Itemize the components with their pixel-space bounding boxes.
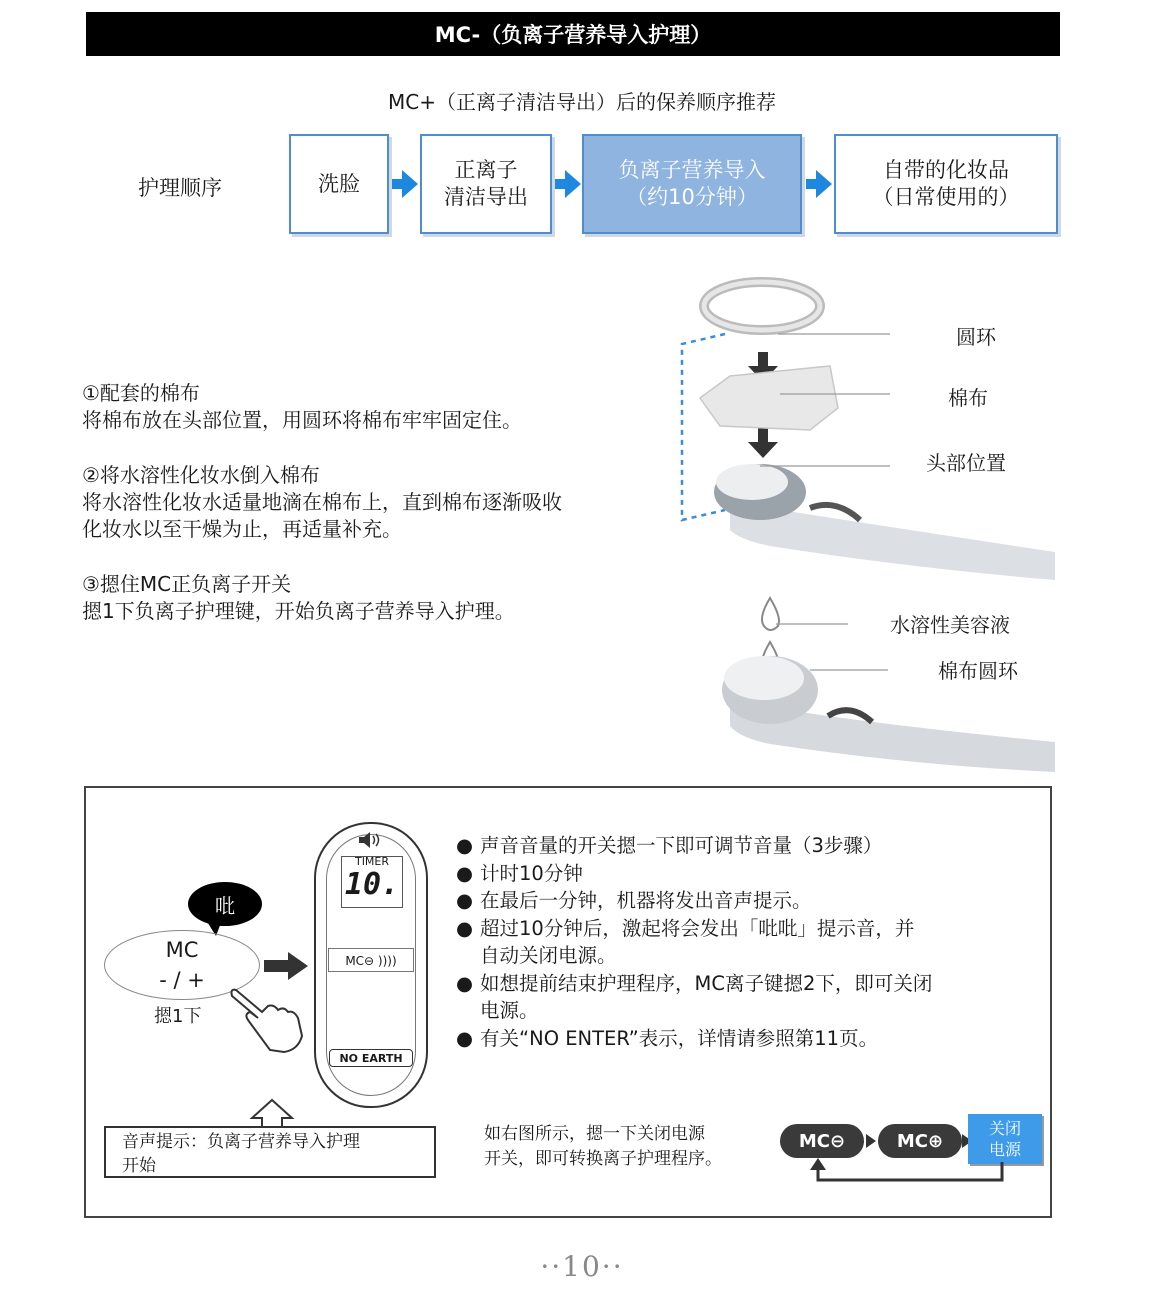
instruction-3 — [82, 571, 642, 625]
press-once-label: 摁1下 — [154, 1006, 202, 1027]
power-off-line2: 电源 — [988, 1140, 1021, 1159]
instructions — [82, 380, 642, 653]
timer-value: 10. — [344, 867, 400, 902]
flow-step-line2: （日常使用的） — [872, 185, 1020, 209]
flow-step-wash — [289, 134, 389, 234]
label-cloth: 棉布 — [948, 386, 988, 410]
flow-step-cleanse — [420, 134, 552, 234]
note-line: 开始 — [122, 1156, 156, 1176]
cloth-icon — [700, 366, 838, 430]
cycle-arrow-icon — [866, 1134, 876, 1148]
no-earth-indicator: NO EARTH — [329, 1049, 413, 1067]
mc-minus-button[interactable]: MC⊖ — [780, 1124, 864, 1158]
hand-pointer-icon — [228, 976, 308, 1056]
bullet-item: ● 超过10分钟后，激起将会发出「吡吡」提示音，并 自动关闭电源。 — [456, 915, 1046, 970]
instruction-body: 将水溶性化妆水适量地滴在棉布上，直到棉布逐渐吸收 — [82, 490, 562, 514]
beep-bubble — [188, 882, 262, 926]
instruction-body: 摁1下负离子护理键，开始负离子营养导入护理。 — [82, 599, 515, 623]
note-line: 如右图所示，摁一下关闭电源 — [484, 1124, 705, 1144]
speaker-icon[interactable] — [356, 830, 386, 850]
label-liquid: 水溶性美容液 — [890, 613, 1010, 637]
assembly-diagram — [660, 270, 1060, 780]
device-head-icon — [714, 464, 1055, 580]
flow-step-line1: 正离子 — [454, 158, 518, 182]
page-title: MC-（负离子营养导入护理） — [86, 12, 1060, 56]
flow-arrow-icon — [555, 170, 581, 198]
flow-step-line1: 洗脸 — [318, 171, 360, 196]
mode-indicator: MC⊖ )))) — [328, 948, 414, 972]
bullet-item: ● 声音音量的开关摁一下即可调节音量（3步骤） — [456, 832, 1046, 860]
beep-text: 吡 — [215, 893, 235, 918]
timer-label: TIMER — [354, 855, 390, 868]
flow-step-cosmetics — [834, 134, 1058, 234]
instruction-1 — [82, 380, 642, 434]
flow-step-line2: （约10分钟） — [626, 185, 758, 209]
flow-label: 护理顺序 — [138, 176, 222, 200]
instruction-title: ③摁住MC正负离子开关 — [82, 572, 292, 596]
instruction-body: 化妆水以至干燥为止，再适量补充。 — [82, 517, 402, 541]
label-ring: 圆环 — [956, 325, 996, 349]
flow-step-nourish — [582, 134, 802, 234]
label-cloth-ring: 棉布圆环 — [938, 659, 1018, 683]
page-number: ··10·· — [540, 1250, 624, 1283]
mc-button-sign: - / + — [159, 968, 205, 992]
instruction-title: ②将水溶性化妆水倒入棉布 — [82, 463, 320, 487]
mc-plus-button[interactable]: MC⊕ — [878, 1124, 962, 1158]
switch-note — [484, 1122, 784, 1172]
instruction-body: 将棉布放在头部位置，用圆环将棉布牢牢固定住。 — [82, 408, 522, 432]
instruction-2 — [82, 462, 642, 543]
note-line: 音声提示：负离子营养导入护理 — [122, 1132, 360, 1152]
bullet-item: ● 如想提前结束护理程序，MC离子键摁2下，即可关闭 电源。 — [456, 970, 1046, 1025]
instruction-title: ①配套的棉布 — [82, 381, 200, 405]
flow-arrow-icon — [806, 170, 832, 198]
cycle-return-arrow-icon — [804, 1156, 1008, 1186]
feature-bullets — [456, 832, 1046, 1052]
bullet-item: ● 计时10分钟 — [456, 860, 1046, 888]
note-line: 开关，即可转换离子护理程序。 — [484, 1149, 722, 1169]
bullet-item: ● 有关“NO ENTER”表示，详情请参照第11页。 — [456, 1025, 1046, 1053]
power-off-line1: 关闭 — [988, 1119, 1021, 1138]
flow-step-line1: 自带的化妆品 — [883, 158, 1009, 182]
sound-prompt-note — [104, 1126, 436, 1178]
bullet-item: ● 在最后一分钟，机器将发出音声提示。 — [456, 887, 1046, 915]
flow-step-line2: 清洁导出 — [444, 185, 528, 209]
subtitle: MC+（正离子清洁导出）后的保养顺序推荐 — [388, 90, 776, 114]
timer-display — [341, 856, 403, 908]
mc-button-label: MC — [165, 938, 199, 962]
flow-step-line1: 负离子营养导入 — [618, 158, 766, 182]
label-head: 头部位置 — [926, 451, 1006, 475]
ring-icon — [704, 282, 820, 330]
flow-arrow-icon — [392, 170, 418, 198]
